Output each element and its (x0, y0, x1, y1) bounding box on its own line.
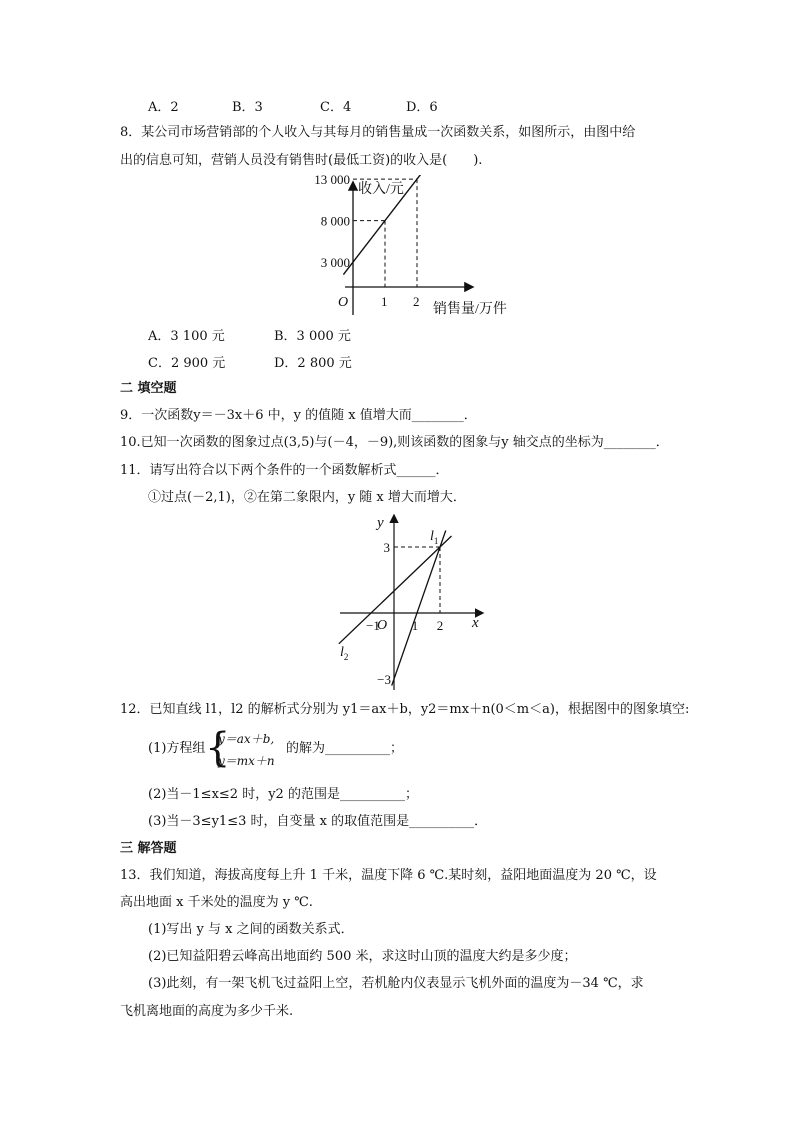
q12-origin: O (377, 618, 388, 633)
q12-xtick-neg1: −1 (366, 618, 380, 633)
q13-sub2: (2)已知益阳碧云峰高出地面约 500 米，求这时山顶的温度大约是多少度； (148, 949, 577, 964)
q11-line1: 11．请写出符合以下两个条件的一个函数解析式______． (120, 463, 449, 478)
q9-text: 9．一次函数y＝－3x＋6 中，y 的值随 x 值增大而________． (120, 408, 477, 423)
q7-option-a: A．2 (148, 100, 179, 115)
q8-stem-line1: 8．某公司市场营销部的个人收入与其每月的销售量成一次函数关系，如图所示，由图中给 (120, 125, 636, 140)
q12-xtick-1: 1 (411, 618, 419, 633)
q8-ytick-8000: 8 000 (320, 213, 350, 229)
q12-label-l1: $l_1$ (430, 529, 439, 546)
q12-ytick-neg3: −3 (377, 672, 391, 687)
q12-system-eq2: y＝mx＋n (218, 754, 275, 768)
q12-system-eq1: y＝ax＋b, (218, 732, 275, 746)
section-fill-in-heading: 二 填空题 (120, 381, 177, 396)
q8-ytick-3000: 3 000 (320, 255, 350, 271)
q12-xtick-2: 2 (436, 618, 444, 633)
q12-label-l2: $l_2$ (340, 645, 349, 662)
q12-sub1-prefix: (1)方程组 (148, 741, 206, 756)
q10-text: 10.已知一次函数的图象过点(3,5)与(－4，－9),则该函数的图象与y 轴交点的坐标为________． (120, 435, 669, 450)
q8-option-a: A．3 100 元 (148, 329, 225, 344)
q8-income-chart (290, 175, 540, 325)
q12-system-brace: { (205, 725, 231, 771)
q7-option-b: B．3 (232, 100, 263, 115)
q12-x-label: x (472, 615, 479, 631)
q8-ytick-13000: 13 000 (314, 175, 350, 188)
q12-sub1-answer: 的解为__________； (286, 741, 404, 756)
q13-sub1: (1)写出 y 与 x 之间的函数关系式． (148, 922, 354, 937)
q12-ytick-3: 3 (383, 540, 390, 555)
q8-y-label: 收入/元 (358, 182, 404, 197)
q12-line-l2 (392, 531, 446, 686)
q8-x-label: 销售量/万件 (433, 302, 507, 317)
q12-sub3: (3)当－3≤y1≤3 时，自变量 x 的取值范围是__________． (148, 814, 488, 829)
q12-lines-chart (330, 510, 490, 692)
q8-xtick-2: 2 (413, 294, 420, 309)
q12-stem: 12．已知直线 l1，l2 的解析式分别为 y1＝ax＋b，y2＝mx＋n(0＜m＜a)，根据图中的图象填空: (120, 702, 690, 717)
q13-sub3-cont: 飞机离地面的高度为多少千米. (120, 1004, 294, 1019)
q7-option-d: D．6 (406, 100, 438, 115)
q13-line1: 13．我们知道，海拔高度每上升 1 千米，温度下降 6 ℃.某时刻，益阳地面温度为 20 ℃，设 (120, 868, 657, 883)
q8-option-d: D．2 800 元 (274, 356, 352, 371)
section-solve-heading: 三 解答题 (120, 841, 177, 856)
q8-stem-line2: 出的信息可知，营销人员没有销售时(最低工资)的收入是( ). (120, 153, 483, 168)
q12-sub2: (2)当－1≤x≤2 时，y2 的范围是__________； (148, 787, 418, 802)
q8-option-b: B．3 000 元 (274, 329, 351, 344)
q13-sub3: (3)此刻，有一架飞机飞过益阳上空，若机舱内仪表显示飞机外面的温度为－34 ℃，求 (148, 976, 644, 991)
q12-line-l1 (339, 536, 452, 644)
q11-line2: ①过点(－2,1)，②在第二象限内，y 随 x 增大而增大． (148, 490, 466, 505)
q8-xtick-1: 1 (381, 294, 388, 309)
q7-option-c: C．4 (320, 100, 352, 115)
q8-option-c: C．2 900 元 (148, 356, 226, 371)
q8-origin: O (338, 295, 349, 310)
q12-y-label: y (377, 515, 384, 531)
q13-line2: 高出地面 x 千米处的温度为 y ℃. (120, 895, 313, 910)
